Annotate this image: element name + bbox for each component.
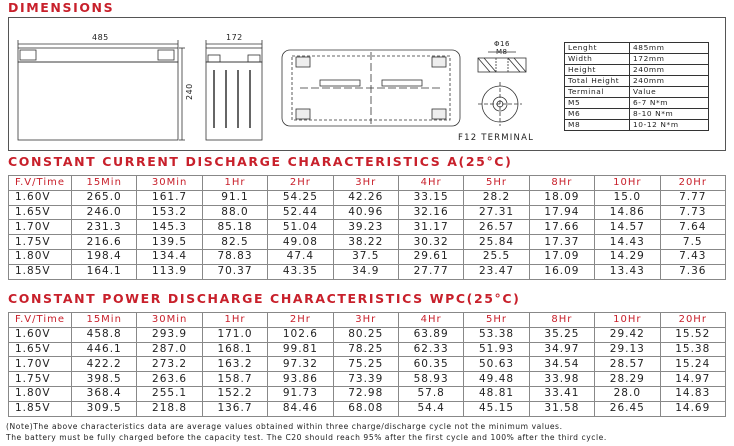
- value-cell: 75.25: [333, 357, 398, 372]
- value-cell: 136.7: [202, 401, 267, 416]
- value-cell: 164.1: [72, 264, 137, 279]
- value-cell: 52.44: [268, 205, 333, 220]
- value-cell: 31.58: [529, 401, 594, 416]
- final-voltage-cell: 1.70V: [9, 220, 72, 235]
- value-cell: 28.0: [595, 386, 660, 401]
- spec-value: Value: [630, 87, 709, 98]
- value-cell: 28.29: [595, 372, 660, 387]
- spec-value: 172mm: [630, 54, 709, 65]
- value-cell: 113.9: [137, 264, 202, 279]
- value-cell: 25.84: [464, 235, 529, 250]
- table-row: [9, 386, 726, 401]
- spec-key: Lenght: [565, 43, 630, 54]
- spec-row: [565, 54, 709, 65]
- value-cell: 33.98: [529, 372, 594, 387]
- value-cell: 82.5: [202, 235, 267, 250]
- column-header: 15Min: [72, 313, 137, 328]
- column-header: F.V/Time: [9, 313, 72, 328]
- value-cell: 231.3: [72, 220, 137, 235]
- column-header: 1Hr: [202, 176, 267, 191]
- value-cell: 80.25: [333, 327, 398, 342]
- value-cell: 48.81: [464, 386, 529, 401]
- table-row: [9, 264, 726, 279]
- m8-label: M8: [496, 48, 508, 56]
- value-cell: 15.0: [595, 190, 660, 205]
- value-cell: 216.6: [72, 235, 137, 250]
- value-cell: 78.25: [333, 342, 398, 357]
- value-cell: 198.4: [72, 249, 137, 264]
- final-voltage-cell: 1.65V: [9, 205, 72, 220]
- final-voltage-cell: 1.75V: [9, 235, 72, 250]
- value-cell: 18.09: [529, 190, 594, 205]
- spec-key: M6: [565, 109, 630, 120]
- final-voltage-cell: 1.65V: [9, 342, 72, 357]
- spec-key: Width: [565, 54, 630, 65]
- column-header: F.V/Time: [9, 176, 72, 191]
- value-cell: 84.46: [268, 401, 333, 416]
- value-cell: 265.0: [72, 190, 137, 205]
- column-header: 8Hr: [529, 176, 594, 191]
- column-header: 20Hr: [660, 176, 725, 191]
- value-cell: 139.5: [137, 235, 202, 250]
- value-cell: 29.42: [595, 327, 660, 342]
- value-cell: 255.1: [137, 386, 202, 401]
- value-cell: 54.25: [268, 190, 333, 205]
- value-cell: 153.2: [137, 205, 202, 220]
- final-voltage-cell: 1.70V: [9, 357, 72, 372]
- value-cell: 58.93: [398, 372, 463, 387]
- table-row: [9, 249, 726, 264]
- value-cell: 78.83: [202, 249, 267, 264]
- value-cell: 446.1: [72, 342, 137, 357]
- value-cell: 293.9: [137, 327, 202, 342]
- value-cell: 145.3: [137, 220, 202, 235]
- value-cell: 14.29: [595, 249, 660, 264]
- terminal-top-drawing: [478, 82, 522, 126]
- value-cell: 26.45: [595, 401, 660, 416]
- column-header: 15Min: [72, 176, 137, 191]
- column-header: 4Hr: [398, 313, 463, 328]
- table-row: [9, 327, 726, 342]
- column-header: 3Hr: [333, 313, 398, 328]
- value-cell: 458.8: [72, 327, 137, 342]
- final-voltage-cell: 1.75V: [9, 372, 72, 387]
- value-cell: 13.43: [595, 264, 660, 279]
- dimensions-title: DIMENSIONS: [8, 0, 115, 15]
- value-cell: 30.32: [398, 235, 463, 250]
- table-row: [9, 205, 726, 220]
- value-cell: 7.36: [660, 264, 725, 279]
- column-header: 10Hr: [595, 313, 660, 328]
- diameter-label: Φ16: [494, 40, 510, 48]
- spec-value: 240mm: [630, 65, 709, 76]
- value-cell: 31.17: [398, 220, 463, 235]
- table-row: [9, 357, 726, 372]
- value-cell: 7.77: [660, 190, 725, 205]
- spec-key: Terminal: [565, 87, 630, 98]
- table-row: [9, 342, 726, 357]
- value-cell: 14.86: [595, 205, 660, 220]
- value-cell: 49.08: [268, 235, 333, 250]
- value-cell: 29.13: [595, 342, 660, 357]
- column-header: 20Hr: [660, 313, 725, 328]
- value-cell: 38.22: [333, 235, 398, 250]
- value-cell: 17.09: [529, 249, 594, 264]
- value-cell: 14.97: [660, 372, 725, 387]
- value-cell: 273.2: [137, 357, 202, 372]
- top-view-drawing: [282, 50, 460, 126]
- value-cell: 263.6: [137, 372, 202, 387]
- value-cell: 62.33: [398, 342, 463, 357]
- value-cell: 7.5: [660, 235, 725, 250]
- value-cell: 70.37: [202, 264, 267, 279]
- value-cell: 15.24: [660, 357, 725, 372]
- value-cell: 27.77: [398, 264, 463, 279]
- value-cell: 28.2: [464, 190, 529, 205]
- value-cell: 16.09: [529, 264, 594, 279]
- value-cell: 51.04: [268, 220, 333, 235]
- spec-row: [565, 120, 709, 131]
- value-cell: 287.0: [137, 342, 202, 357]
- length-dimension-label: 485: [92, 33, 109, 42]
- column-header: 5Hr: [464, 176, 529, 191]
- spec-value: 8-10 N*m: [630, 109, 709, 120]
- table-row: [9, 190, 726, 205]
- spec-row: [565, 76, 709, 87]
- power-table-title: CONSTANT POWER DISCHARGE CHARACTERISTICS WPC(25°C): [8, 291, 521, 306]
- value-cell: 93.86: [268, 372, 333, 387]
- value-cell: 40.96: [333, 205, 398, 220]
- value-cell: 246.0: [72, 205, 137, 220]
- value-cell: 35.25: [529, 327, 594, 342]
- spec-row: [565, 87, 709, 98]
- column-header: 8Hr: [529, 313, 594, 328]
- column-header: 2Hr: [268, 313, 333, 328]
- column-header: 10Hr: [595, 176, 660, 191]
- value-cell: 33.15: [398, 190, 463, 205]
- height-dimension-label: 240: [185, 83, 194, 100]
- value-cell: 158.7: [202, 372, 267, 387]
- final-voltage-cell: 1.60V: [9, 190, 72, 205]
- value-cell: 368.4: [72, 386, 137, 401]
- column-header: 30Min: [137, 313, 202, 328]
- power-discharge-table: [8, 312, 726, 417]
- value-cell: 422.2: [72, 357, 137, 372]
- value-cell: 34.54: [529, 357, 594, 372]
- column-header: 30Min: [137, 176, 202, 191]
- spec-value: 240mm: [630, 76, 709, 87]
- value-cell: 63.89: [398, 327, 463, 342]
- value-cell: 309.5: [72, 401, 137, 416]
- table-row: [9, 235, 726, 250]
- final-voltage-cell: 1.85V: [9, 401, 72, 416]
- final-voltage-cell: 1.80V: [9, 386, 72, 401]
- note-line-1: (Note)The above characteristics data are average values obtained within three charge/discharge cycle not the minimum values.: [6, 422, 563, 431]
- value-cell: 99.81: [268, 342, 333, 357]
- spec-row: [565, 65, 709, 76]
- spec-row: [565, 43, 709, 54]
- value-cell: 34.97: [529, 342, 594, 357]
- spec-row: [565, 109, 709, 120]
- value-cell: 37.5: [333, 249, 398, 264]
- value-cell: 398.5: [72, 372, 137, 387]
- value-cell: 17.94: [529, 205, 594, 220]
- value-cell: 57.8: [398, 386, 463, 401]
- value-cell: 218.8: [137, 401, 202, 416]
- value-cell: 134.4: [137, 249, 202, 264]
- value-cell: 88.0: [202, 205, 267, 220]
- final-voltage-cell: 1.85V: [9, 264, 72, 279]
- value-cell: 7.73: [660, 205, 725, 220]
- value-cell: 33.41: [529, 386, 594, 401]
- value-cell: 42.26: [333, 190, 398, 205]
- value-cell: 168.1: [202, 342, 267, 357]
- value-cell: 49.48: [464, 372, 529, 387]
- table-row: [9, 372, 726, 387]
- terminal-caption: F12 TERMINAL: [458, 133, 535, 143]
- value-cell: 85.18: [202, 220, 267, 235]
- value-cell: 152.2: [202, 386, 267, 401]
- value-cell: 17.37: [529, 235, 594, 250]
- value-cell: 171.0: [202, 327, 267, 342]
- value-cell: 23.47: [464, 264, 529, 279]
- column-header: 5Hr: [464, 313, 529, 328]
- spec-value: 10-12 N*m: [630, 120, 709, 131]
- value-cell: 47.4: [268, 249, 333, 264]
- width-dimension-label: 172: [226, 33, 243, 42]
- value-cell: 7.64: [660, 220, 725, 235]
- value-cell: 51.93: [464, 342, 529, 357]
- value-cell: 7.43: [660, 249, 725, 264]
- column-header: 3Hr: [333, 176, 398, 191]
- value-cell: 97.32: [268, 357, 333, 372]
- value-cell: 91.1: [202, 190, 267, 205]
- value-cell: 53.38: [464, 327, 529, 342]
- value-cell: 45.15: [464, 401, 529, 416]
- spec-key: Height: [565, 65, 630, 76]
- column-header: 1Hr: [202, 313, 267, 328]
- value-cell: 14.57: [595, 220, 660, 235]
- value-cell: 29.61: [398, 249, 463, 264]
- value-cell: 14.69: [660, 401, 725, 416]
- value-cell: 28.57: [595, 357, 660, 372]
- value-cell: 161.7: [137, 190, 202, 205]
- spec-value: 6-7 N*m: [630, 98, 709, 109]
- current-discharge-table: [8, 175, 726, 280]
- value-cell: 73.39: [333, 372, 398, 387]
- final-voltage-cell: 1.60V: [9, 327, 72, 342]
- column-header: 4Hr: [398, 176, 463, 191]
- value-cell: 14.43: [595, 235, 660, 250]
- spec-key: Total Height: [565, 76, 630, 87]
- side-view-drawing: [206, 40, 262, 140]
- value-cell: 26.57: [464, 220, 529, 235]
- value-cell: 14.83: [660, 386, 725, 401]
- value-cell: 27.31: [464, 205, 529, 220]
- value-cell: 15.38: [660, 342, 725, 357]
- spec-row: [565, 98, 709, 109]
- value-cell: 54.4: [398, 401, 463, 416]
- value-cell: 17.66: [529, 220, 594, 235]
- final-voltage-cell: 1.80V: [9, 249, 72, 264]
- value-cell: 15.52: [660, 327, 725, 342]
- column-header: 2Hr: [268, 176, 333, 191]
- front-view-drawing: [18, 40, 185, 140]
- spec-table: [564, 42, 709, 131]
- current-table-title: CONSTANT CURRENT DISCHARGE CHARACTERISTICS A(25°C): [8, 154, 513, 169]
- value-cell: 34.9: [333, 264, 398, 279]
- spec-value: 485mm: [630, 43, 709, 54]
- spec-key: M8: [565, 120, 630, 131]
- value-cell: 50.63: [464, 357, 529, 372]
- value-cell: 91.73: [268, 386, 333, 401]
- note-line-2: The battery must be fully charged before the capacity test. The C20 should reach 95% after the first cycle and 100% after the third cycle.: [6, 433, 607, 442]
- value-cell: 25.5: [464, 249, 529, 264]
- table-row: [9, 401, 726, 416]
- value-cell: 163.2: [202, 357, 267, 372]
- value-cell: 68.08: [333, 401, 398, 416]
- value-cell: 60.35: [398, 357, 463, 372]
- value-cell: 72.98: [333, 386, 398, 401]
- value-cell: 39.23: [333, 220, 398, 235]
- value-cell: 43.35: [268, 264, 333, 279]
- value-cell: 32.16: [398, 205, 463, 220]
- spec-key: M5: [565, 98, 630, 109]
- table-row: [9, 220, 726, 235]
- value-cell: 102.6: [268, 327, 333, 342]
